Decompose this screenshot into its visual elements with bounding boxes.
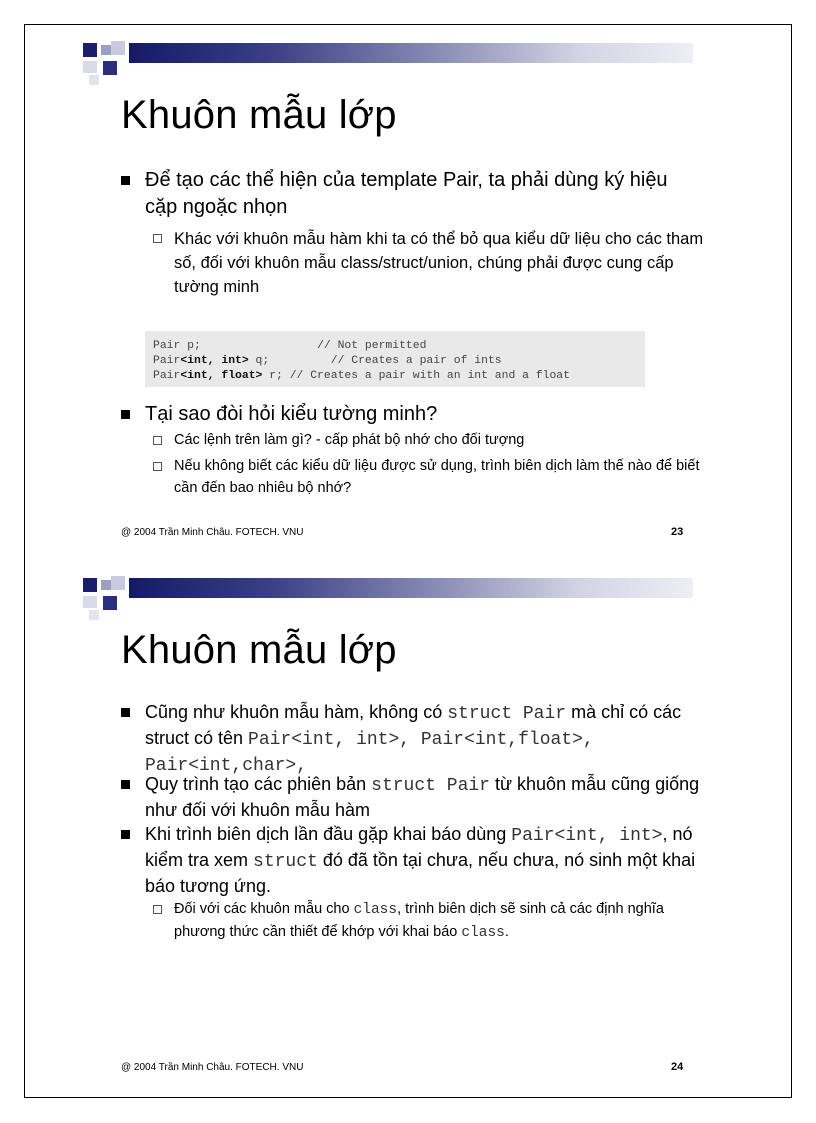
sub-bullet-text: Nếu không biết các kiểu dữ liệu được sử dụng, trình biên dịch làm thế nào để biết cần đến bao nhiêu bộ nhớ? [174,458,700,496]
slide-header-bar [129,43,693,63]
hollow-bullet-icon [153,462,162,471]
sub-bullet-item [153,227,713,299]
slide-23 [24,24,792,561]
slide-title: Khuôn mẫu lớp [121,628,397,672]
square-bullet-icon [121,830,130,839]
slide-title: Khuôn mẫu lớp [121,93,397,137]
slide-header-bar [129,578,693,598]
bullet-text: Khi trình biên dịch lần đầu gặp khai báo dùng Pair<int, int>, nó kiểm tra xem struct đó đã tồn tại chưa, nếu chưa, nó sinh một khai báo tương ứng. [145,824,696,896]
bullet-text: Tại sao đòi hỏi kiểu tường minh? [145,403,438,425]
square-bullet-icon [121,410,130,419]
bullet-text: Cũng như khuôn mẫu hàm, không có struct Pair mà chỉ có các struct có tên Pair<int, int>, Pair<int,float>, Pair<int,char>, [145,702,682,776]
sub-bullet-text: Các lệnh trên làm gì? - cấp phát bộ nhớ cho đối tượng [174,432,525,448]
code-line: Pair p; // Not permitted [153,340,427,352]
sub-bullet-item [153,898,713,944]
bullet-item [121,772,711,822]
hollow-bullet-icon [153,905,162,914]
square-bullet-icon [121,708,130,717]
code-line: Pair<int, int> q; // Creates a pair of ints [153,355,502,367]
slide-footer: @ 2004 Trần Minh Châu. FOTECH. VNU [121,527,304,538]
bullet-text: Quy trình tạo các phiên bản struct Pair từ khuôn mẫu cũng giống như đối với khuôn mẫu hàm [145,774,700,820]
sub-bullet-text: Khác với khuôn mẫu hàm khi ta có thể bỏ qua kiểu dữ liệu cho các tham số, đối với khuôn mẫu class/struct/union, chúng phải được cung cấp tường minh [174,230,704,296]
bullet-item [121,822,711,898]
slide-24 [24,560,792,1098]
sub-bullet-item [153,455,713,499]
bullet-item [121,401,701,428]
slide-footer: @ 2004 Trần Minh Châu. FOTECH. VNU [121,1062,304,1073]
bullet-item [121,700,711,778]
sub-bullet-text: Đối với các khuôn mẫu cho class, trình biên dịch sẽ sinh cả các định nghĩa phương thức cần thiết để khớp với khai báo class. [174,901,664,941]
bullet-item [121,167,701,221]
hollow-bullet-icon [153,436,162,445]
sub-bullet-item [153,429,713,451]
bullet-text: Để tạo các thể hiện của template Pair, ta phải dùng ký hiệu cặp ngoặc nhọn [145,169,668,218]
code-line: Pair<int, float> r; // Creates a pair with an int and a float [153,370,570,382]
page-number: 23 [671,526,684,538]
hollow-bullet-icon [153,234,162,243]
square-bullet-icon [121,176,130,185]
page-number: 24 [671,1061,684,1073]
code-block [145,331,645,387]
square-bullet-icon [121,780,130,789]
